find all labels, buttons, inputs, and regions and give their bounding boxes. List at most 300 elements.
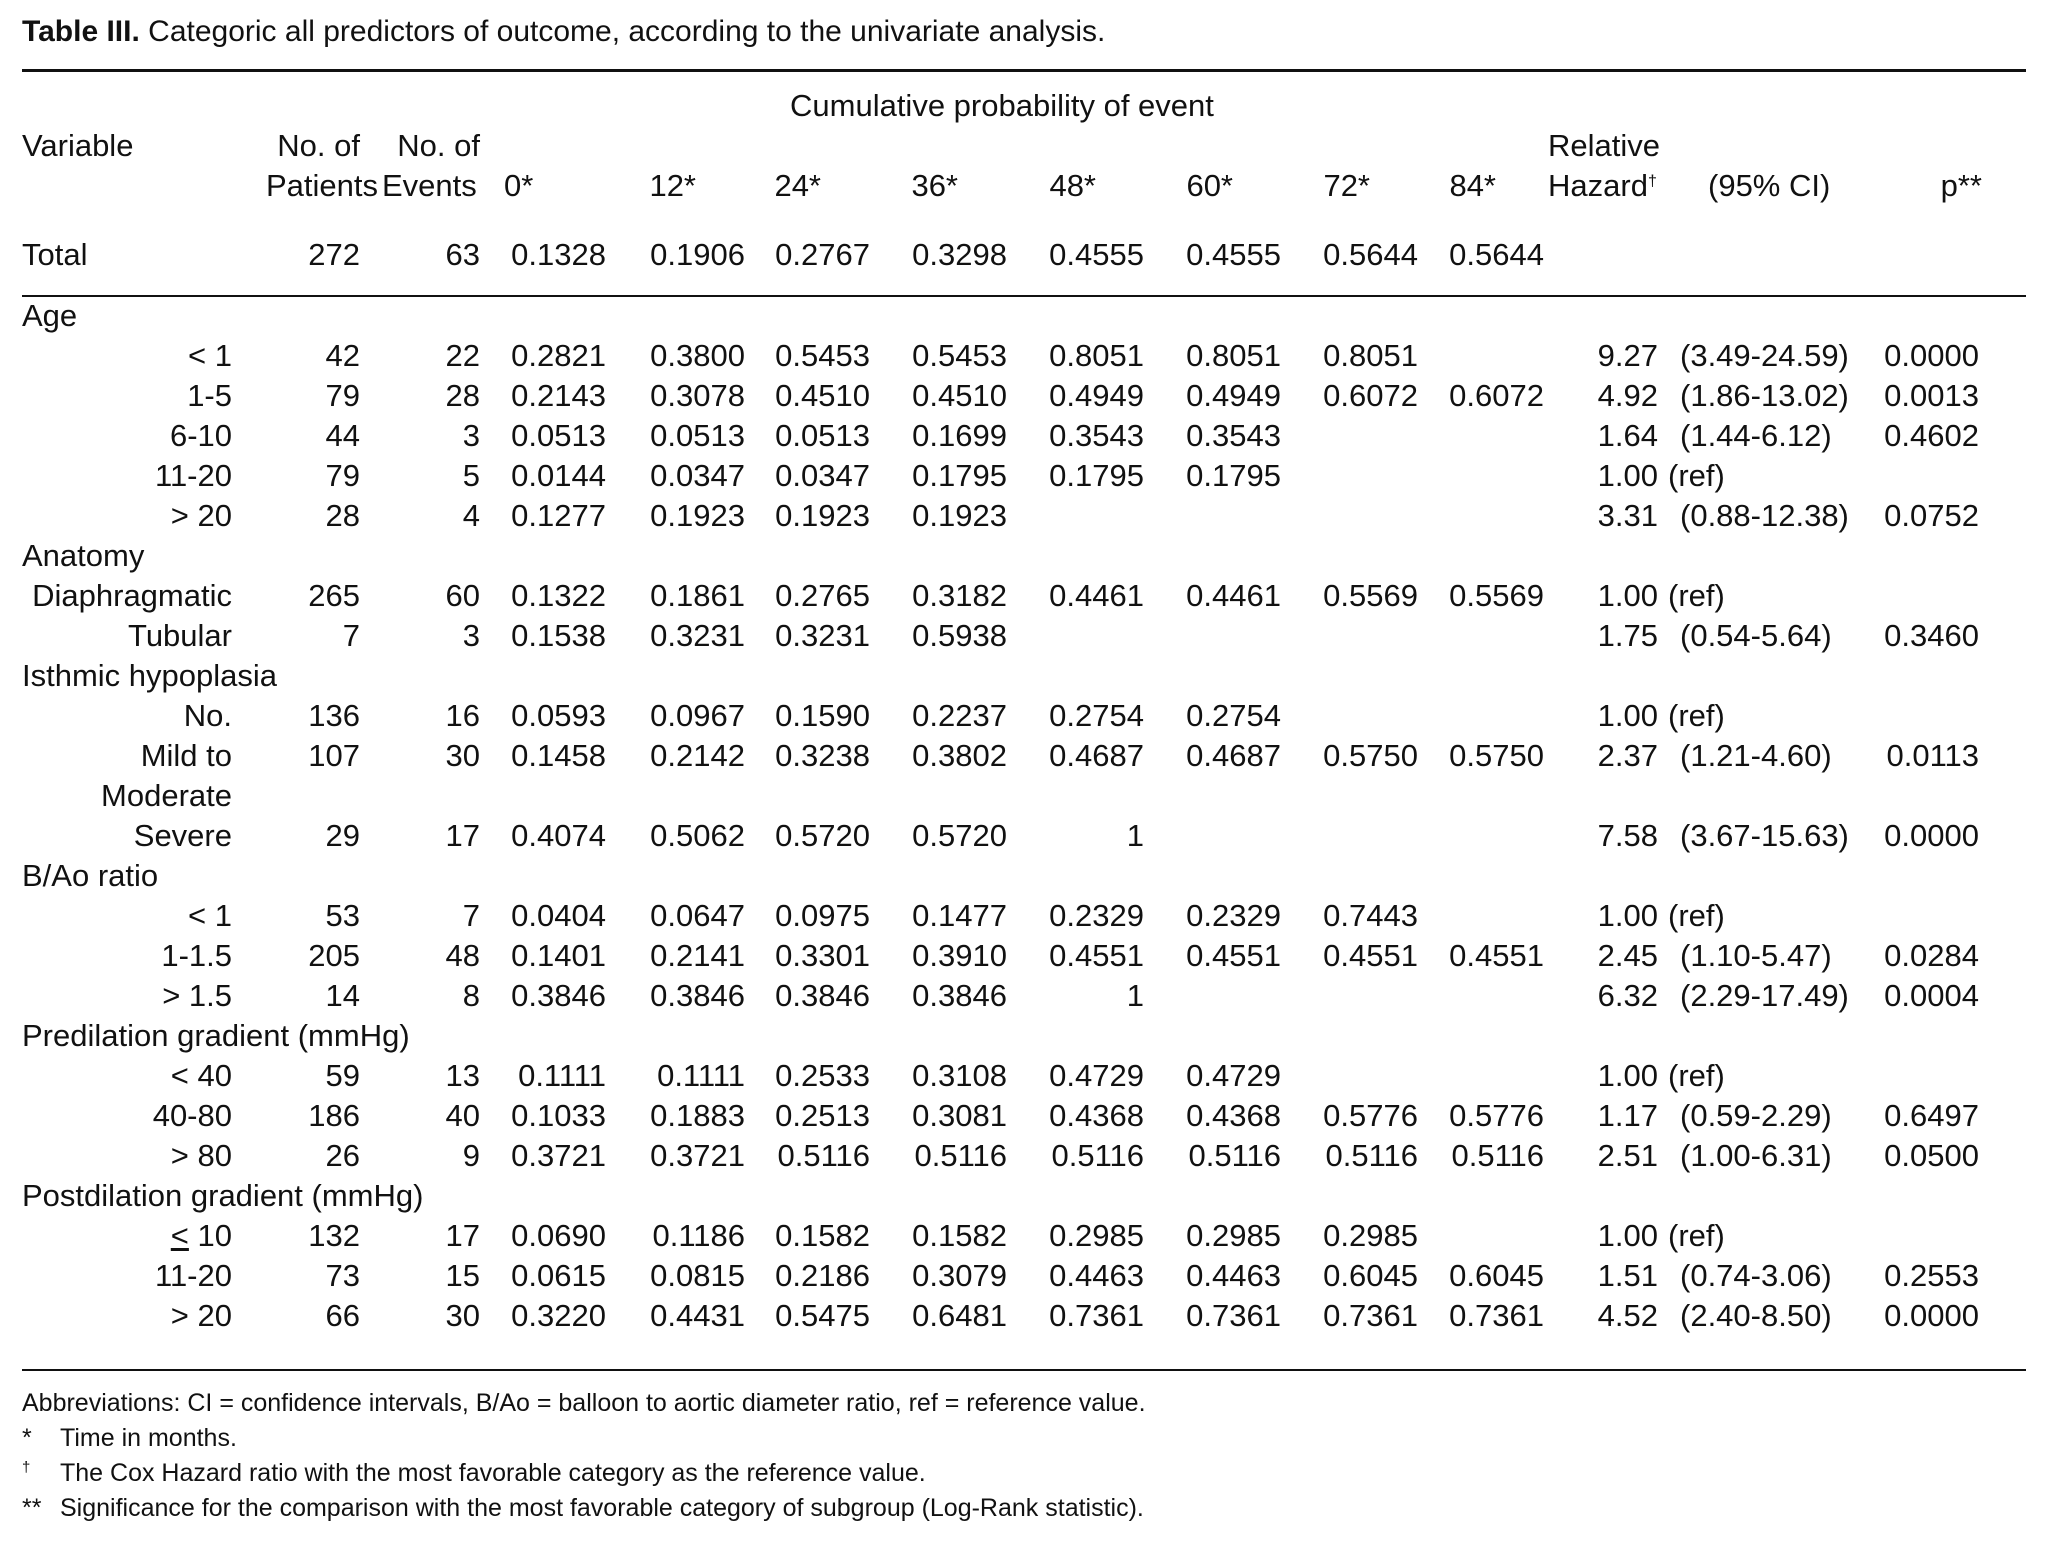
p-value-cell: 0.2553 <box>1884 1258 1979 1293</box>
prob-cell: 0.0513 <box>775 418 870 453</box>
prob-cell: 1 <box>1126 978 1144 1013</box>
prob-cell: 0.1923 <box>912 498 1007 533</box>
footnote-significance-mark: ** <box>22 1494 42 1522</box>
prob-cell: 0.5776 <box>1449 1098 1544 1133</box>
p-value-cell <box>1872 696 1979 736</box>
ci-cell: (ref) <box>1668 458 1725 493</box>
prob-cell <box>1281 496 1418 536</box>
patients-cell: 73 <box>325 1258 360 1293</box>
p-value-cell: 0.6497 <box>1884 1098 1979 1133</box>
row-label: Diaphragmatic <box>32 578 232 613</box>
table-row <box>22 1296 2026 1336</box>
header-rule <box>22 295 2026 297</box>
prob-cell: 0.1795 <box>1049 458 1144 493</box>
row-label: > 80 <box>170 1138 232 1173</box>
patients-cell: 132 <box>308 1218 360 1253</box>
prob-cell: 0.5453 <box>912 338 1007 373</box>
prob-cell: 0.3910 <box>912 938 1007 973</box>
prob-cell: 0.0347 <box>775 458 870 493</box>
table-row <box>22 336 2026 376</box>
prob-cell: 0.2985 <box>1049 1218 1144 1253</box>
table-row <box>22 1216 2026 1256</box>
empty-cell <box>1979 416 2019 456</box>
prob-cell: 0.2754 <box>1186 698 1281 733</box>
prob-cell <box>1281 976 1418 1016</box>
prob-cell: 0.1328 <box>511 237 606 272</box>
table-row <box>22 696 2026 736</box>
prob-cell: 0.5750 <box>1449 738 1544 773</box>
prob-cell: 0.4949 <box>1049 378 1144 413</box>
patients-cell: 53 <box>325 898 360 933</box>
empty-cell <box>1544 235 1658 275</box>
patients-cell: 7 <box>342 618 360 653</box>
group-name: Age <box>22 298 78 333</box>
ci-cell: (2.40-8.50) <box>1680 1298 1832 1333</box>
prob-cell: 0.2143 <box>511 378 606 413</box>
patients-cell: 44 <box>325 418 360 453</box>
prob-cell: 0.0615 <box>511 1258 606 1293</box>
prob-cell: 0.1186 <box>652 1218 745 1253</box>
hazard-cell: 1.17 <box>1597 1098 1658 1133</box>
row-label: > 20 <box>170 1298 232 1333</box>
table-row <box>22 1136 2026 1176</box>
prob-cell: 0.8051 <box>1186 338 1281 373</box>
table-row <box>22 616 2026 656</box>
prob-cell: 0.7443 <box>1323 898 1418 933</box>
prob-cell: 0.0347 <box>650 458 745 493</box>
empty-cell <box>2019 235 2026 275</box>
prob-cell: 0.5750 <box>1323 738 1418 773</box>
prob-cell: 0.2821 <box>511 338 606 373</box>
header-time-12: 12* <box>649 168 696 203</box>
footnote-hazard <box>22 1456 2012 1491</box>
empty-cell <box>1979 1296 2019 1336</box>
hazard-cell: 1.51 <box>1597 1258 1658 1293</box>
p-value-cell <box>1872 896 1979 936</box>
row-label: 1-1.5 <box>161 938 232 973</box>
prob-cell <box>1281 696 1418 736</box>
top-rule <box>22 69 2026 72</box>
prob-cell: 0.3231 <box>650 618 745 653</box>
prob-cell: 0.5453 <box>775 338 870 373</box>
prob-cell: 0.0513 <box>650 418 745 453</box>
prob-cell <box>1144 816 1281 856</box>
ci-cell: (1.44-6.12) <box>1680 418 1832 453</box>
row-label: < 40 <box>170 1058 232 1093</box>
events-cell: 28 <box>445 378 480 413</box>
prob-cell: 0.0593 <box>511 698 606 733</box>
p-value-cell: 0.0000 <box>1884 818 1979 853</box>
p-value-cell: 0.0000 <box>1884 338 1979 373</box>
prob-cell: 0.0967 <box>650 698 745 733</box>
prob-cell: 0.4510 <box>912 378 1007 413</box>
prob-cell: 0.6045 <box>1449 1258 1544 1293</box>
label-rest: 10 <box>188 1218 232 1253</box>
prob-cell <box>1144 976 1281 1016</box>
row-label: 40-80 <box>152 1098 232 1133</box>
prob-cell: 0.5062 <box>650 818 745 853</box>
ci-cell: (3.49-24.59) <box>1680 338 1849 373</box>
prob-cell <box>1281 616 1418 656</box>
prob-cell: 1 <box>1126 818 1144 853</box>
prob-cell: 0.1277 <box>511 498 606 533</box>
table-row <box>22 736 2026 816</box>
header-hazard-text: Hazard <box>1548 168 1648 203</box>
ci-cell: (0.88-12.38) <box>1680 498 1849 533</box>
prob-cell: 0.2765 <box>775 578 870 613</box>
p-value-cell: 0.0500 <box>1884 1138 1979 1173</box>
prob-cell: 0.1033 <box>511 1098 606 1133</box>
prob-cell: 0.2985 <box>1323 1218 1418 1253</box>
prob-cell: 0.0975 <box>775 898 870 933</box>
prob-cell: 0.4555 <box>1186 237 1281 272</box>
prob-cell: 0.5475 <box>775 1298 870 1333</box>
patients-cell: 26 <box>325 1138 360 1173</box>
row-label: Tubular <box>128 618 232 653</box>
prob-cell: 0.4431 <box>650 1298 745 1333</box>
hazard-cell: 1.00 <box>1597 698 1658 733</box>
table-row <box>22 376 2026 416</box>
group-name: Postdilation gradient (mmHg) <box>22 1178 424 1213</box>
events-cell: 48 <box>445 938 480 973</box>
prob-cell: 0.4551 <box>1323 938 1418 973</box>
prob-cell: 0.5116 <box>1451 1138 1544 1173</box>
prob-cell: 0.1111 <box>657 1058 745 1093</box>
p-value-cell <box>1872 1216 1979 1256</box>
prob-cell: 0.3301 <box>775 938 870 973</box>
p-value-cell: 0.0004 <box>1884 978 1979 1013</box>
events-cell: 40 <box>445 1098 480 1133</box>
events-cell: 22 <box>445 338 480 373</box>
p-value-cell <box>1872 576 1979 616</box>
hazard-cell: 1.00 <box>1597 1218 1658 1253</box>
prob-cell <box>1418 1056 1544 1096</box>
prob-cell: 0.1795 <box>1186 458 1281 493</box>
hazard-cell: 2.51 <box>1597 1138 1658 1173</box>
ci-cell: (0.59-2.29) <box>1680 1098 1832 1133</box>
prob-cell: 0.5720 <box>912 818 1007 853</box>
prob-cell: 0.8051 <box>1323 338 1418 373</box>
prob-cell: 0.8051 <box>1049 338 1144 373</box>
table-row <box>22 816 2026 856</box>
prob-cell: 0.5720 <box>775 818 870 853</box>
prob-cell <box>1418 336 1544 376</box>
header-ci: (95% CI) <box>1708 168 1831 203</box>
prob-cell: 0.2329 <box>1186 898 1281 933</box>
prob-cell: 0.4368 <box>1186 1098 1281 1133</box>
prob-cell: 0.3543 <box>1186 418 1281 453</box>
prob-cell: 0.3846 <box>912 978 1007 1013</box>
row-label: 11-20 <box>155 458 232 493</box>
data-table <box>22 235 2026 1336</box>
ci-cell: (ref) <box>1668 898 1725 933</box>
empty-cell <box>1979 496 2019 536</box>
prob-cell: 0.2142 <box>650 738 745 773</box>
group-header-row <box>22 296 2026 336</box>
patients-cell: 136 <box>308 698 360 733</box>
prob-cell: 0.5116 <box>914 1138 1007 1173</box>
table-row <box>22 416 2026 456</box>
patients-cell: 66 <box>325 1298 360 1333</box>
events-cell: 60 <box>445 578 480 613</box>
header-time-0: 0* <box>504 168 534 203</box>
empty-cell <box>1979 1056 2019 1096</box>
prob-cell: 0.3081 <box>912 1098 1007 1133</box>
header-time-24: 24* <box>774 168 821 203</box>
table-caption <box>22 12 2012 52</box>
group-name: Isthmic hypoplasia <box>22 658 278 693</box>
prob-cell: 0.4729 <box>1049 1058 1144 1093</box>
header-hazard-mark: † <box>1647 173 1657 190</box>
prob-cell: 0.1458 <box>511 738 606 773</box>
row-label: < 1 <box>188 338 232 373</box>
prob-cell: 0.3846 <box>650 978 745 1013</box>
events-cell: 17 <box>445 818 480 853</box>
prob-cell: 0.6481 <box>912 1298 1007 1333</box>
prob-cell: 0.1322 <box>511 578 606 613</box>
empty-cell <box>1979 376 2019 416</box>
patients-cell: 14 <box>325 978 360 1013</box>
ci-cell: (1.10-5.47) <box>1680 938 1832 973</box>
empty-cell <box>1979 936 2019 976</box>
prob-cell: 0.0404 <box>511 898 606 933</box>
prob-cell: 0.0690 <box>511 1218 606 1253</box>
hazard-cell: 2.37 <box>1597 738 1658 773</box>
prob-cell: 0.5116 <box>777 1138 870 1173</box>
prob-cell: 0.6045 <box>1323 1258 1418 1293</box>
group-name: Predilation gradient (mmHg) <box>22 1018 410 1053</box>
prob-cell <box>1144 496 1281 536</box>
header-variable: Variable <box>22 128 134 163</box>
prob-cell <box>1418 976 1544 1016</box>
prob-cell: 0.1795 <box>912 458 1007 493</box>
patients-cell: 107 <box>308 738 360 773</box>
prob-cell: 0.2513 <box>775 1098 870 1133</box>
prob-cell: 0.4463 <box>1049 1258 1144 1293</box>
prob-cell: 0.4729 <box>1186 1058 1281 1093</box>
group-header-row <box>22 856 2026 896</box>
ci-cell: (ref) <box>1668 1058 1725 1093</box>
header-patients-line2: Patients <box>265 168 378 203</box>
row-label: No. <box>183 698 232 733</box>
empty-cell <box>1979 1216 2019 1256</box>
prob-cell: 0.2141 <box>650 938 745 973</box>
prob-cell: 0.1699 <box>912 418 1007 453</box>
group-header-row <box>22 536 2026 576</box>
prob-cell: 0.6072 <box>1449 378 1544 413</box>
prob-cell: 0.4687 <box>1186 738 1281 773</box>
events-cell: 4 <box>462 498 480 533</box>
ci-cell: (ref) <box>1668 698 1725 733</box>
prob-cell: 0.1883 <box>650 1098 745 1133</box>
header-time-48: 48* <box>1049 168 1096 203</box>
header-time-84: 84* <box>1449 168 1496 203</box>
hazard-cell: 6.32 <box>1597 978 1658 1013</box>
prob-cell: 0.3800 <box>650 338 745 373</box>
table-row <box>22 576 2026 616</box>
footnote-time-mark: * <box>22 1424 32 1452</box>
prob-cell: 0.7361 <box>1186 1298 1281 1333</box>
prob-cell: 0.1906 <box>650 237 745 272</box>
patients-cell: 59 <box>325 1058 360 1093</box>
prob-cell: 0.0647 <box>650 898 745 933</box>
table-row <box>22 1096 2026 1136</box>
prob-cell: 0.0815 <box>650 1258 745 1293</box>
prob-cell: 0.1923 <box>775 498 870 533</box>
p-value-cell: 0.0752 <box>1884 498 1979 533</box>
patients-cell: 79 <box>325 378 360 413</box>
empty-cell <box>1979 616 2019 656</box>
empty-cell <box>1979 696 2019 736</box>
hazard-cell: 1.00 <box>1597 458 1658 493</box>
prob-cell: 0.0513 <box>511 418 606 453</box>
prob-cell: 0.3108 <box>912 1058 1007 1093</box>
empty-cell <box>1872 235 1979 275</box>
p-value-cell: 0.0000 <box>1884 1298 1979 1333</box>
prob-cell: 0.3846 <box>511 978 606 1013</box>
empty-cell <box>1979 336 2019 376</box>
header-spanner: Cumulative probability of event <box>790 88 1214 123</box>
prob-cell <box>1418 1216 1544 1256</box>
empty-cell <box>1979 1256 2019 1296</box>
hazard-cell: 7.58 <box>1597 818 1658 853</box>
ci-cell: (0.54-5.64) <box>1680 618 1832 653</box>
events-cell: 17 <box>445 1218 480 1253</box>
prob-cell: 0.2533 <box>775 1058 870 1093</box>
header-time-60: 60* <box>1186 168 1233 203</box>
row-label: > 1.5 <box>162 978 232 1013</box>
prob-cell: 0.3802 <box>912 738 1007 773</box>
patients-cell: 29 <box>325 818 360 853</box>
prob-cell: 0.0144 <box>511 458 606 493</box>
prob-cell: 0.3078 <box>650 378 745 413</box>
prob-cell: 0.7361 <box>1323 1298 1418 1333</box>
footnote-time-text: Time in months. <box>60 1424 237 1452</box>
prob-cell: 0.5776 <box>1323 1098 1418 1133</box>
prob-cell: 0.4074 <box>511 818 606 853</box>
p-value-cell <box>1872 1056 1979 1096</box>
prob-cell <box>1418 616 1544 656</box>
footnote-time <box>22 1421 2012 1456</box>
hazard-cell: 1.00 <box>1597 898 1658 933</box>
ci-cell: (0.74-3.06) <box>1680 1258 1832 1293</box>
prob-cell: 0.5116 <box>1325 1138 1418 1173</box>
row-label <box>22 736 232 816</box>
prob-cell <box>1281 816 1418 856</box>
hazard-cell: 1.75 <box>1597 618 1658 653</box>
prob-cell: 0.4555 <box>1049 237 1144 272</box>
hazard-cell: 1.00 <box>1597 1058 1658 1093</box>
header-hazard-line1: Relative <box>1548 128 1660 163</box>
footnote-abbreviations: Abbreviations: CI = confidence intervals, B/Ao = balloon to aortic diameter ratio, ref = reference value. <box>22 1389 1146 1417</box>
prob-cell: 0.1861 <box>650 578 745 613</box>
prob-cell: 0.5569 <box>1449 578 1544 613</box>
ci-cell: (ref) <box>1668 578 1725 613</box>
row-label: > 20 <box>170 498 232 533</box>
events-cell: 15 <box>445 1258 480 1293</box>
prob-cell: 0.4551 <box>1186 938 1281 973</box>
patients-cell: 79 <box>325 458 360 493</box>
empty-cell <box>1979 736 2019 816</box>
p-value-cell: 0.0013 <box>1884 378 1979 413</box>
row-label-line: Moderate <box>101 778 232 813</box>
prob-cell <box>1418 496 1544 536</box>
prob-cell: 0.1538 <box>511 618 606 653</box>
prob-cell <box>1007 496 1144 536</box>
events-cell: 3 <box>462 418 480 453</box>
prob-cell <box>1007 616 1144 656</box>
hazard-cell: 2.45 <box>1597 938 1658 973</box>
patients-cell: 272 <box>308 237 360 272</box>
ci-cell: (2.29-17.49) <box>1680 978 1849 1013</box>
table-row <box>22 896 2026 936</box>
prob-cell: 0.2329 <box>1049 898 1144 933</box>
prob-cell: 0.3231 <box>775 618 870 653</box>
empty-cell <box>1979 456 2019 496</box>
prob-cell: 0.1590 <box>775 698 870 733</box>
hazard-cell: 4.52 <box>1597 1298 1658 1333</box>
hazard-cell: 4.92 <box>1597 378 1658 413</box>
row-label: < 1 <box>188 898 232 933</box>
patients-cell: 42 <box>325 338 360 373</box>
events-cell: 5 <box>462 458 480 493</box>
prob-cell: 0.2767 <box>775 237 870 272</box>
prob-cell: 0.1401 <box>511 938 606 973</box>
patients-cell: 28 <box>325 498 360 533</box>
patients-cell: 205 <box>308 938 360 973</box>
prob-cell: 0.3298 <box>912 237 1007 272</box>
ci-cell: (1.00-6.31) <box>1680 1138 1832 1173</box>
table-row <box>22 456 2026 496</box>
prob-cell: 0.1111 <box>518 1058 606 1093</box>
table-row <box>22 936 2026 976</box>
empty-cell <box>1979 816 2019 856</box>
row-label: 11-20 <box>155 1258 232 1293</box>
hazard-cell: 9.27 <box>1597 338 1658 373</box>
prob-cell: 0.1582 <box>775 1218 870 1253</box>
ci-cell: (1.86-13.02) <box>1680 378 1849 413</box>
total-row <box>22 235 2026 275</box>
prob-cell: 0.2186 <box>775 1258 870 1293</box>
prob-cell <box>1418 456 1544 496</box>
prob-cell: 0.4551 <box>1449 938 1544 973</box>
footnote-hazard-text: The Cox Hazard ratio with the most favorable category as the reference value. <box>60 1459 926 1487</box>
header-events-line1: No. of <box>397 128 480 163</box>
group-header-row <box>22 1176 2026 1216</box>
p-value-cell: 0.0113 <box>1886 738 1979 773</box>
footnote-significance <box>22 1491 2012 1526</box>
prob-cell: 0.4949 <box>1186 378 1281 413</box>
prob-cell <box>1418 416 1544 456</box>
row-label <box>22 1216 232 1256</box>
prob-cell: 0.5644 <box>1449 237 1544 272</box>
group-header-row <box>22 1016 2026 1056</box>
prob-cell: 0.7361 <box>1449 1298 1544 1333</box>
prob-cell: 0.4687 <box>1049 738 1144 773</box>
row-label: 1-5 <box>187 378 232 413</box>
events-cell: 7 <box>462 898 480 933</box>
prob-cell: 0.4461 <box>1049 578 1144 613</box>
group-header-row <box>22 656 2026 696</box>
prob-cell: 0.3238 <box>775 738 870 773</box>
table-row <box>22 496 2026 536</box>
header-events-line2: Events <box>382 168 477 203</box>
prob-cell: 0.5569 <box>1323 578 1418 613</box>
prob-cell <box>1418 896 1544 936</box>
group-name: Anatomy <box>22 538 145 573</box>
prob-cell: 0.5938 <box>912 618 1007 653</box>
prob-cell <box>1418 696 1544 736</box>
